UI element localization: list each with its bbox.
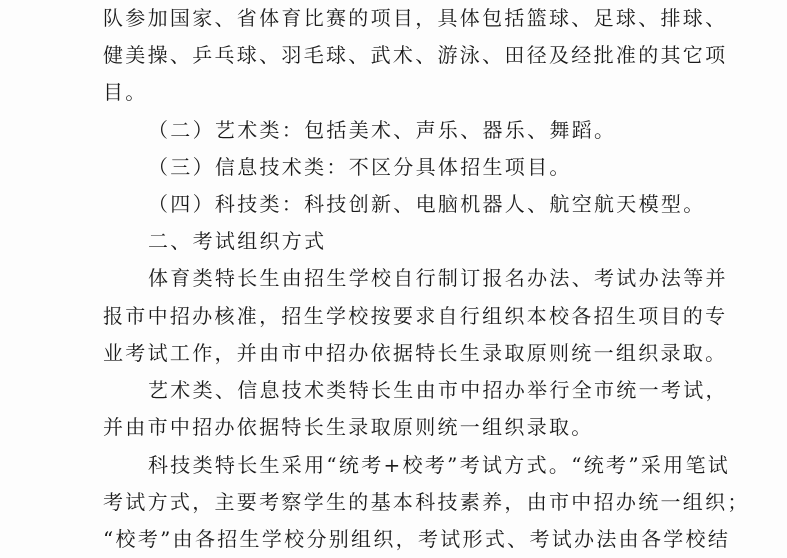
text-line: 健美操、乒乓球、羽毛球、武术、游泳、田径及经批准的其它项 xyxy=(103,43,728,67)
text-line: 考试方式，主要考察学生的基本科技素养，由市中招办统一组织； xyxy=(103,490,750,514)
text-line: 体育类特长生由招生学校自行制订报名办法、考试办法等并 xyxy=(148,266,728,290)
text-line: （二）艺术类：包括美术、声乐、器乐、舞蹈。 xyxy=(148,118,617,142)
text-line: 业考试工作，并由市中招办依据特长生录取原则统一组织录取。 xyxy=(103,341,728,365)
text-line: 报市中招办核准，招生学校按要求自行组织本校各招生项目的专 xyxy=(103,304,728,328)
text-line: 科技类特长生采用“统考+校考”考试方式。“统考”采用笔试 xyxy=(148,453,731,477)
text-line: “校考”由各招生学校分别组织，考试形式、考试办法由各学校结 xyxy=(103,527,731,551)
text-line: （四）科技类：科技创新、电脑机器人、航空航天模型。 xyxy=(148,192,706,216)
text-line: 并由市中招办依据特长生录取原则统一组织录取。 xyxy=(103,415,594,439)
text-line: 艺术类、信息技术类特长生由市中招办举行全市统一考试， xyxy=(148,378,728,402)
text-line: 目。 xyxy=(103,80,148,104)
text-line: （三）信息技术类：不区分具体招生项目。 xyxy=(148,155,572,179)
text-line: 队参加国家、省体育比赛的项目，具体包括篮球、足球、排球、 xyxy=(103,6,728,30)
section-heading: 二、考试组织方式 xyxy=(148,229,327,253)
